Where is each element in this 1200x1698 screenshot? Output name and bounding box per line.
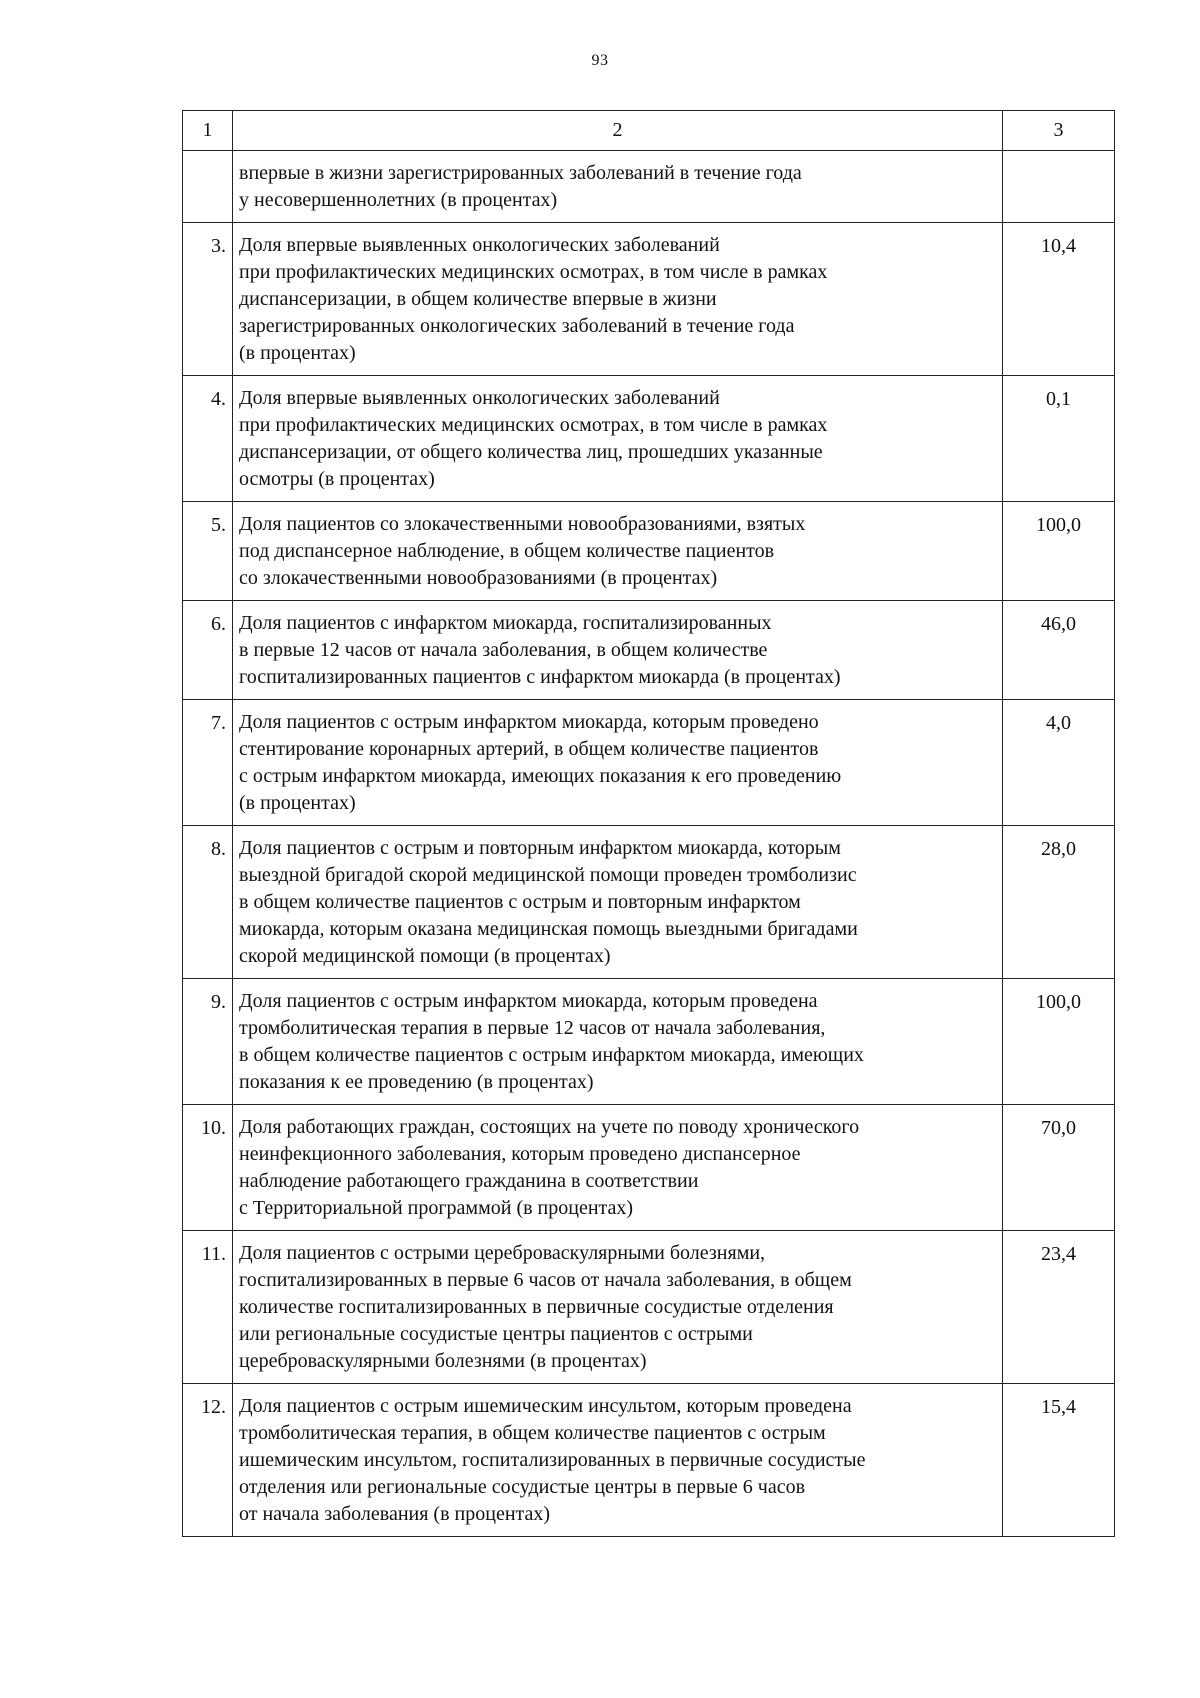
indicator-text-line: (в процентах) xyxy=(239,342,356,364)
row-number-cell: 5. xyxy=(183,502,233,601)
table-row xyxy=(183,1231,1115,1384)
indicator-text-line: тромболитическая терапия в первые 12 часов от начала заболевания, xyxy=(239,1017,826,1039)
indicator-name-cell xyxy=(233,502,1003,601)
indicator-text-line: впервые в жизни зарегистрированных заболеваний в течение года xyxy=(239,162,802,184)
table-row xyxy=(183,151,1115,223)
row-number-cell: 4. xyxy=(183,376,233,502)
header-cell-col1: 1 xyxy=(183,111,233,151)
indicator-name-cell xyxy=(233,1231,1003,1384)
indicator-text-line: от начала заболевания (в процентах) xyxy=(239,1503,551,1525)
indicator-text-line: (в процентах) xyxy=(239,792,356,814)
indicator-name-cell xyxy=(233,376,1003,502)
indicator-name-cell xyxy=(233,1384,1003,1537)
row-number-cell xyxy=(183,151,233,223)
indicator-value-cell: 100,0 xyxy=(1003,979,1115,1105)
indicator-text-line: Доля пациентов с острыми цереброваскулярными болезнями, xyxy=(239,1242,766,1264)
indicator-text-line: Доля пациентов с острым и повторным инфарктом миокарда, которым xyxy=(239,837,841,859)
indicator-text-line: ишемическим инсультом, госпитализированных в первичные сосудистые xyxy=(239,1449,866,1471)
row-number-cell: 10. xyxy=(183,1105,233,1231)
indicator-text-line: цереброваскулярными болезнями (в процентах) xyxy=(239,1350,647,1372)
table-row xyxy=(183,502,1115,601)
table-row xyxy=(183,1384,1115,1537)
indicator-text-line: в общем количестве пациентов с острым инфарктом миокарда, имеющих xyxy=(239,1044,864,1066)
indicator-name-cell xyxy=(233,151,1003,223)
table-header-row xyxy=(183,111,1115,151)
indicator-text-line: со злокачественными новообразованиями (в процентах) xyxy=(239,567,718,589)
indicator-name-cell xyxy=(233,601,1003,700)
indicator-text-line: в общем количестве пациентов с острым и повторным инфарктом xyxy=(239,891,801,913)
indicator-name-cell xyxy=(233,979,1003,1105)
indicator-name-cell xyxy=(233,223,1003,376)
indicator-value-cell: 15,4 xyxy=(1003,1384,1115,1537)
indicator-name-cell xyxy=(233,826,1003,979)
indicator-value-cell: 70,0 xyxy=(1003,1105,1115,1231)
indicators-table xyxy=(182,110,1115,1537)
indicator-text-line: у несовершеннолетних (в процентах) xyxy=(239,189,558,211)
indicator-value-cell: 23,4 xyxy=(1003,1231,1115,1384)
indicator-text-line: в первые 12 часов от начала заболевания, в общем количестве xyxy=(239,639,768,661)
page-number: 93 xyxy=(591,52,609,69)
indicator-text-line: диспансеризации, в общем количестве впервые в жизни xyxy=(239,288,717,310)
indicator-text-line: миокарда, которым оказана медицинская помощь выездными бригадами xyxy=(239,918,858,940)
indicator-name-cell xyxy=(233,700,1003,826)
indicator-text-line: Доля пациентов с инфарктом миокарда, госпитализированных xyxy=(239,612,772,634)
indicator-text-line: или региональные сосудистые центры пациентов с острыми xyxy=(239,1323,753,1345)
indicator-text-line: госпитализированных пациентов с инфарктом миокарда (в процентах) xyxy=(239,666,841,688)
indicator-text-line: диспансеризации, от общего количества лиц, прошедших указанные xyxy=(239,441,823,463)
indicator-text-line: Доля пациентов с острым ишемическим инсультом, которым проведена xyxy=(239,1395,852,1417)
table-row xyxy=(183,826,1115,979)
indicator-value-cell: 46,0 xyxy=(1003,601,1115,700)
table-row xyxy=(183,223,1115,376)
indicator-text-line: госпитализированных в первые 6 часов от начала заболевания, в общем xyxy=(239,1269,852,1291)
indicator-name-cell xyxy=(233,1105,1003,1231)
table-row xyxy=(183,979,1115,1105)
indicator-text-line: тромболитическая терапия, в общем количестве пациентов с острым xyxy=(239,1422,826,1444)
indicator-text-line: с Территориальной программой (в процентах) xyxy=(239,1197,634,1219)
indicator-text-line: осмотры (в процентах) xyxy=(239,468,435,490)
indicator-text-line: под диспансерное наблюдение, в общем количестве пациентов xyxy=(239,540,775,562)
row-number-cell: 3. xyxy=(183,223,233,376)
indicator-text-line: Доля работающих граждан, состоящих на учете по поводу хронического xyxy=(239,1116,860,1138)
table-row xyxy=(183,601,1115,700)
indicator-text-line: Доля впервые выявленных онкологических заболеваний xyxy=(239,387,720,409)
indicator-text-line: скорой медицинской помощи (в процентах) xyxy=(239,945,611,967)
indicator-value-cell xyxy=(1003,151,1115,223)
indicator-text-line: количестве госпитализированных в первичные сосудистые отделения xyxy=(239,1296,834,1318)
indicator-text-line: при профилактических медицинских осмотрах, в том числе в рамках xyxy=(239,414,828,436)
row-number-cell: 9. xyxy=(183,979,233,1105)
indicator-text-line: Доля пациентов со злокачественными новообразованиями, взятых xyxy=(239,513,806,535)
indicator-text-line: зарегистрированных онкологических заболеваний в течение года xyxy=(239,315,795,337)
indicator-value-cell: 100,0 xyxy=(1003,502,1115,601)
indicator-text-line: с острым инфарктом миокарда, имеющих показания к его проведению xyxy=(239,765,842,787)
row-number-cell: 7. xyxy=(183,700,233,826)
row-number-cell: 11. xyxy=(183,1231,233,1384)
indicator-text-line: Доля пациентов с острым инфарктом миокарда, которым проведена xyxy=(239,990,818,1012)
row-number-cell: 8. xyxy=(183,826,233,979)
indicator-text-line: неинфекционного заболевания, которым проведено диспансерное xyxy=(239,1143,801,1165)
header-cell-col2: 2 xyxy=(233,111,1003,151)
indicator-value-cell: 0,1 xyxy=(1003,376,1115,502)
indicator-text-line: стентирование коронарных артерий, в общем количестве пациентов xyxy=(239,738,819,760)
indicator-text-line: показания к ее проведению (в процентах) xyxy=(239,1071,594,1093)
indicator-text-line: Доля пациентов с острым инфарктом миокарда, которым проведено xyxy=(239,711,819,733)
table-body xyxy=(183,111,1115,1537)
indicator-value-cell: 4,0 xyxy=(1003,700,1115,826)
row-number-cell: 12. xyxy=(183,1384,233,1537)
indicator-text-line: выездной бригадой скорой медицинской помощи проведен тромболизис xyxy=(239,864,857,886)
indicator-text-line: наблюдение работающего гражданина в соответствии xyxy=(239,1170,699,1192)
indicator-value-cell: 28,0 xyxy=(1003,826,1115,979)
indicator-text-line: при профилактических медицинских осмотрах, в том числе в рамках xyxy=(239,261,828,283)
table-row xyxy=(183,376,1115,502)
header-cell-col3: 3 xyxy=(1003,111,1115,151)
indicator-value-cell: 10,4 xyxy=(1003,223,1115,376)
indicator-text-line: отделения или региональные сосудистые центры в первые 6 часов xyxy=(239,1476,806,1498)
row-number-cell: 6. xyxy=(183,601,233,700)
table-row xyxy=(183,1105,1115,1231)
indicator-text-line: Доля впервые выявленных онкологических заболеваний xyxy=(239,234,720,256)
table-row xyxy=(183,700,1115,826)
